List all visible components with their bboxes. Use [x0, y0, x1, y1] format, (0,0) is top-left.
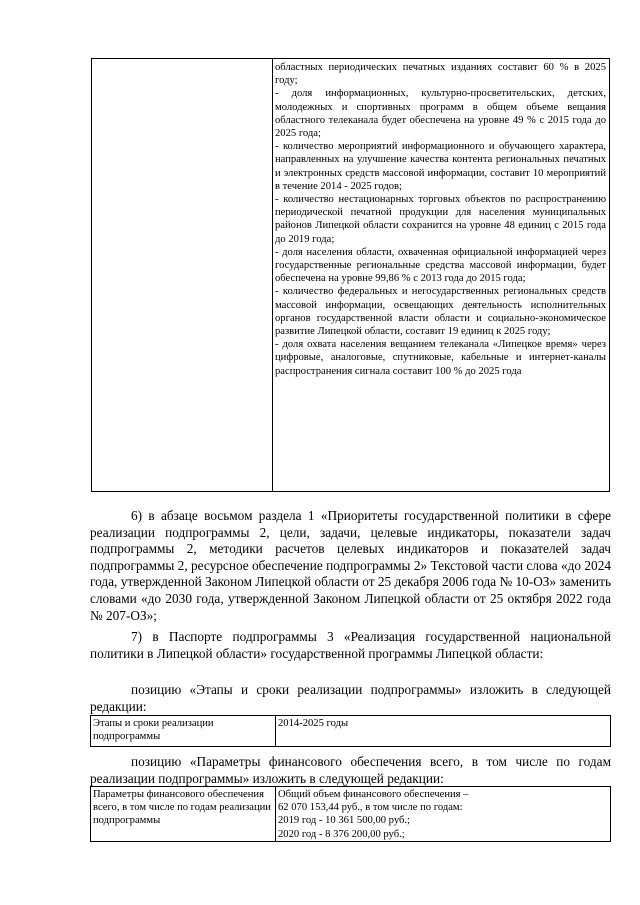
finance-line: Общий объем финансового обеспечения – — [278, 789, 469, 800]
finance-line: 62 070 153,44 руб., в том числе по годам: — [278, 802, 463, 814]
finance-line: 2020 год - 8 376 200,00 руб.; — [278, 828, 405, 840]
stages-table — [90, 715, 611, 747]
indicator-item: - количество мероприятий информационного и обучающего характера, направленных на улучшение качества контента региональных печатных и электронных средств массовой информации, составит 10 мероприятий в течение 2014 - 2025 годов; — [275, 141, 606, 192]
finance-table — [90, 786, 611, 842]
stages-value-cell: 2014-2025 годы — [276, 716, 611, 747]
finance-value-cell — [276, 787, 611, 842]
finance-line: 2019 год - 10 361 500,00 руб.; — [278, 815, 410, 827]
finance-position-paragraph: позицию «Параметры финансового обеспечения всего, в том числе по годам реализации подпрограммы» изложить в следующей редакции: — [90, 754, 611, 786]
indicator-item: - доля охвата населения вещанием телеканала «Липецкое время» через цифровые, аналоговые, спутниковые, кабельные и интернет-каналы распространения сигнала составит 100 % до 2025 года — [275, 339, 606, 377]
amendment-paragraph-7: 7) в Паспорте подпрограммы 3 «Реализация государственной национальной политики в Липецкой области» государственной программы Липецкой области: — [90, 629, 611, 661]
indicator-item: областных периодических печатных изданиях составит 60 % в 2025 году; — [275, 62, 606, 87]
finance-label-cell: Параметры финансового обеспечения всего, в том числе по годам реализации подпрограммы — [91, 787, 276, 842]
table-cell-indicators — [273, 59, 610, 492]
stages-position-paragraph: позицию «Этапы и сроки реализации подпрограммы» изложить в следующей редакции: — [90, 682, 611, 714]
stages-label-cell: Этапы и сроки реализации подпрограммы — [91, 716, 276, 747]
table-cell-label — [92, 59, 273, 492]
amendment-paragraph-6: 6) в абзаце восьмом раздела 1 «Приоритеты государственной политики в сфере реализации подпрограммы 2, цели, задачи, целевые индикаторы, показатели задач подпрограммы 2, методики расчетов целевых индикаторов и показателей задач подпрограммы 2, ресурсное обеспечение подпрограммы 2» Текстовой части слова «до 2024 года, утвержденной Законом Липецкой области от 25 декабря 2006 года № 10-ОЗ» заменить словами «до 2030 года, утвержденной Законом Липецкой области от 25 октября 2022 года № 207-ОЗ»; — [90, 508, 612, 623]
indicator-item: - количество нестационарных торговых объектов по распространению периодической печатной продукции для населения муниципальных районов Липецкой области сохранится на уровне 48 единиц с 2015 года до 2019 года; — [275, 194, 606, 245]
indicators-table-continuation — [91, 58, 610, 492]
indicator-item: - доля населения области, охваченная официальной информацией через государственные региональные средства массовой информации, будет обеспечена на уровне 99,86 % с 2013 года до 2015 года; — [275, 246, 606, 285]
table-row — [91, 787, 611, 842]
table-row — [92, 59, 610, 492]
indicator-item: - доля информационных, культурно-просветительских, детских, молодежных и спортивных программ в общем объеме вещания областного телеканала будет обеспечена на уровне 49 % с 2015 года до 2025 года; — [275, 88, 606, 140]
indicator-item: - количество федеральных и негосударственных региональных средств массовой информации, освещающих деятельность исполнительных органов государственной власти области и социально-экономическое развитие Липецкой области, составит 19 единиц к 2025 году; — [275, 286, 606, 338]
table-row — [91, 716, 611, 747]
